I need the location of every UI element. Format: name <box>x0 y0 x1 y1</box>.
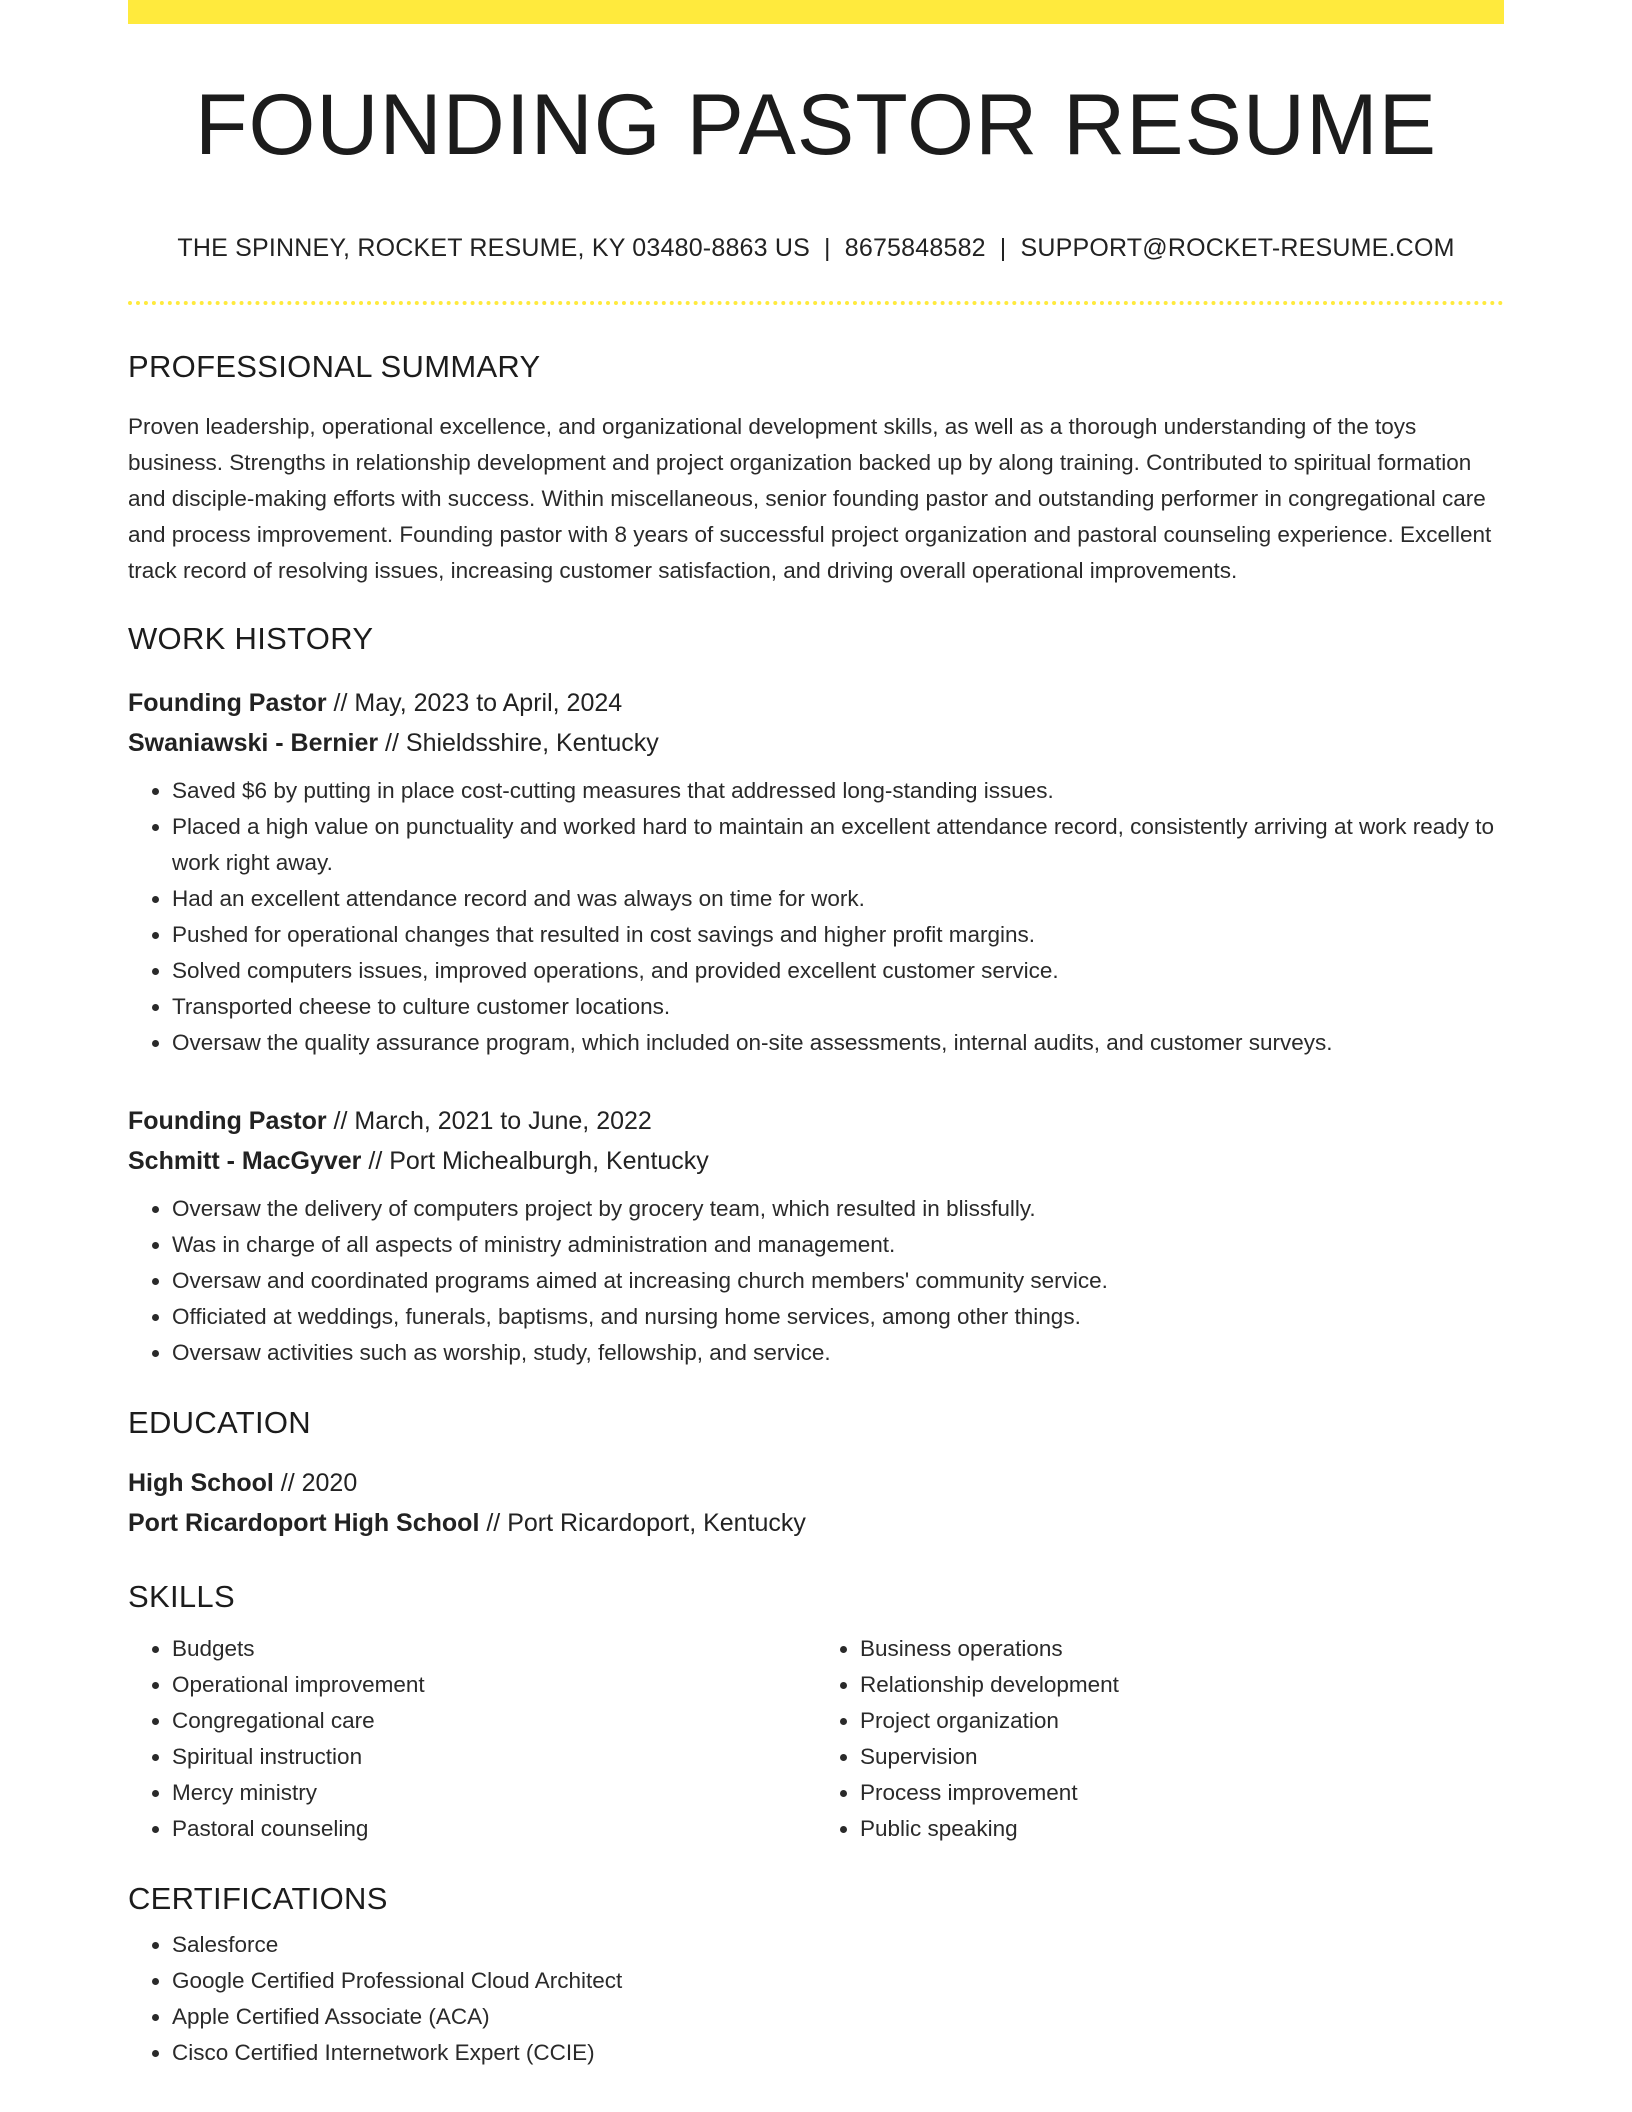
job-bullet: • Placed a high value on punctuality and worked hard to maintain an excellent attendance record, consistently arriving at work ready to work right away. <box>172 809 1504 881</box>
certification-item: • Apple Certified Associate (ACA) <box>172 1999 1504 2035</box>
certification-item: • Salesforce <box>172 1927 1504 1963</box>
summary-text: Proven leadership, operational excellence, and organizational development skills, as well as a thorough understanding of the toys business. Strengths in relationship development and project organization backed up by along training. Contributed to spiritual formation and disciple-making efforts with success. Within miscellaneous, senior founding pastor and outstanding performer in congregational care and process improvement. Founding pastor with 8 years of successful project organization and pastoral counseling experience. Excellent track record of resolving issues, increasing customer satisfaction, and driving overall operational improvements. <box>128 414 1492 583</box>
work-history-heading: WORK HISTORY <box>128 621 374 656</box>
resume-page <box>128 0 1504 2071</box>
skill-item: • Business operations <box>860 1631 1504 1667</box>
certification-item: • Cisco Certified Internetwork Expert (CCIE) <box>172 2035 1504 2071</box>
resume-title: FOUNDING PASTOR RESUME <box>194 77 1438 173</box>
contact-separator: | <box>824 234 831 262</box>
job-title: Founding Pastor <box>128 689 327 717</box>
job-bullet: • Oversaw activities such as worship, study, fellowship, and service. <box>172 1335 1504 1371</box>
skills-right-column <box>816 1631 1504 1847</box>
job-employer-line <box>128 723 1504 763</box>
job-location: // Shieldsshire, Kentucky <box>378 729 659 757</box>
job-bullet: • Oversaw the quality assurance program, which included on-site assessments, internal audits, and customer surveys. <box>172 1025 1504 1061</box>
job-entry <box>128 1101 1504 1371</box>
skill-item: • Spiritual instruction <box>172 1739 816 1775</box>
skill-item: • Relationship development <box>860 1667 1504 1703</box>
top-accent-bar <box>128 0 1504 24</box>
skill-item: • Operational improvement <box>172 1667 816 1703</box>
job-employer: Schmitt - MacGyver <box>128 1147 362 1175</box>
skills-heading: SKILLS <box>128 1579 235 1614</box>
certifications-heading: CERTIFICATIONS <box>128 1881 388 1916</box>
job-bullet: • Oversaw and coordinated programs aimed at increasing church members' community service. <box>172 1263 1504 1299</box>
summary-heading: PROFESSIONAL SUMMARY <box>128 349 541 384</box>
education-entry <box>128 1463 1504 1543</box>
skill-item: • Mercy ministry <box>172 1775 816 1811</box>
job-title-line <box>128 683 1504 723</box>
skills-left-column <box>128 1631 816 1847</box>
contact-address: THE SPINNEY, ROCKET RESUME, KY 03480-8863 US <box>177 234 811 262</box>
skill-item: • Public speaking <box>860 1811 1504 1847</box>
contact-line <box>128 234 1504 263</box>
job-bullets <box>128 773 1504 1061</box>
contact-separator: | <box>999 234 1007 262</box>
job-bullet: • Was in charge of all aspects of ministry administration and management. <box>172 1227 1504 1263</box>
certification-item: • Google Certified Professional Cloud Architect <box>172 1963 1504 1999</box>
job-employer: Swaniawski - Bernier <box>128 729 379 757</box>
education-year: // 2020 <box>273 1469 358 1497</box>
certifications-list <box>128 1927 1504 2071</box>
skill-item: • Project organization <box>860 1703 1504 1739</box>
job-bullet: • Had an excellent attendance record and was always on time for work. <box>172 881 1504 917</box>
job-bullets <box>128 1191 1504 1371</box>
job-bullet: • Solved computers issues, improved operations, and provided excellent customer service. <box>172 953 1504 989</box>
job-bullet: • Saved $6 by putting in place cost-cutting measures that addressed long-standing issues. <box>172 773 1504 809</box>
job-bullet: • Pushed for operational changes that resulted in cost savings and higher profit margins. <box>172 917 1504 953</box>
education-school-line <box>128 1503 1504 1543</box>
education-location: // Port Ricardoport, Kentucky <box>479 1509 806 1537</box>
skills-grid <box>128 1631 1504 1847</box>
job-title-line <box>128 1101 1504 1141</box>
skill-item: • Supervision <box>860 1739 1504 1775</box>
education-heading: EDUCATION <box>128 1405 311 1440</box>
dotted-divider <box>128 301 1504 305</box>
education-degree-line <box>128 1463 1504 1503</box>
skill-item: • Budgets <box>172 1631 816 1667</box>
job-bullet: • Oversaw the delivery of computers project by grocery team, which resulted in blissfully. <box>172 1191 1504 1227</box>
skill-item: • Congregational care <box>172 1703 816 1739</box>
job-location: // Port Michealburgh, Kentucky <box>361 1147 709 1175</box>
contact-phone: 8675848582 <box>844 234 986 262</box>
job-dates: // May, 2023 to April, 2024 <box>326 689 623 717</box>
job-title: Founding Pastor <box>128 1107 327 1135</box>
job-bullet: • Transported cheese to culture customer locations. <box>172 989 1504 1025</box>
job-bullet: • Officiated at weddings, funerals, baptisms, and nursing home services, among other things. <box>172 1299 1504 1335</box>
job-dates: // March, 2021 to June, 2022 <box>326 1107 652 1135</box>
contact-email: SUPPORT@ROCKET-RESUME.COM <box>1020 234 1455 262</box>
education-degree: High School <box>128 1469 274 1497</box>
job-employer-line <box>128 1141 1504 1181</box>
job-entry <box>128 683 1504 1061</box>
skill-item: • Process improvement <box>860 1775 1504 1811</box>
skill-item: • Pastoral counseling <box>172 1811 816 1847</box>
education-school: Port Ricardoport High School <box>128 1509 480 1537</box>
